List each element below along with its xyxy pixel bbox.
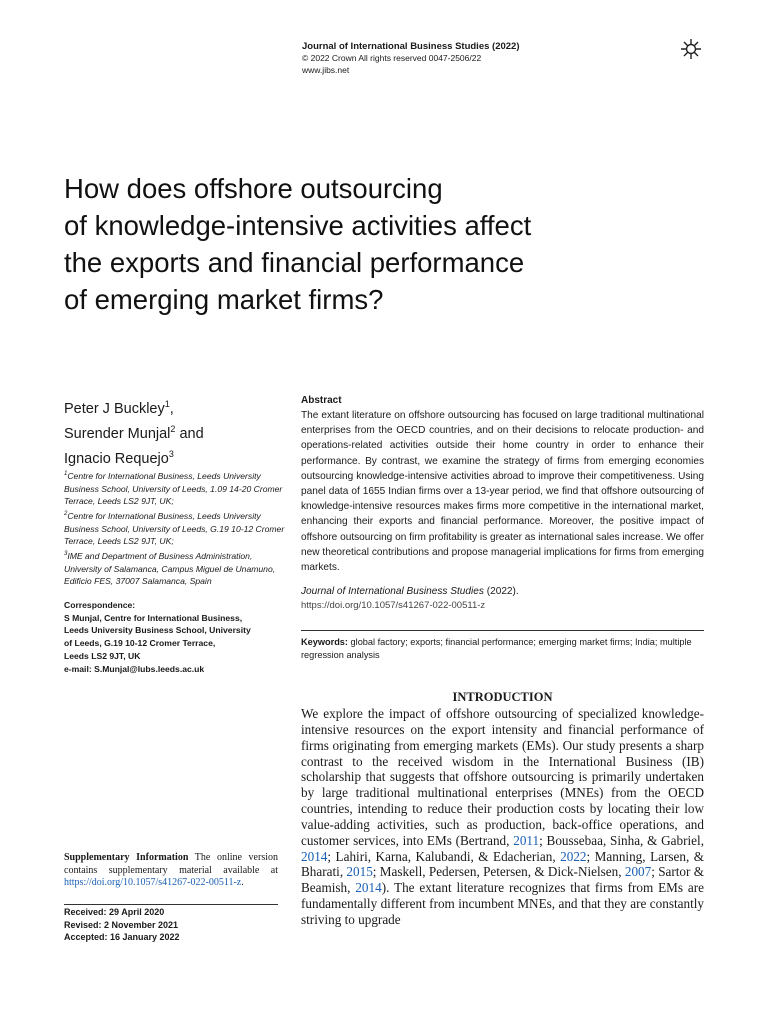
author-list (64, 394, 284, 468)
correspondence-heading: Correspondence: (64, 600, 136, 610)
journal-name: Journal of International Business Studies (2022) (302, 41, 520, 52)
correspondence-email[interactable]: e-mail: S.Munjal@lubs.leeds.ac.uk (64, 663, 205, 674)
title-line: How does offshore outsourcing (64, 173, 443, 204)
abstract-heading: Abstract (301, 395, 342, 406)
correspondence-line: Leeds LS2 9JT, UK (64, 650, 141, 661)
affiliation: $^1$Centre for International Business, Leeds University Business School, University of Leeds, 1.09 14-20 Cromer Terrace, Leeds LS2 9JT, UK; (64, 470, 283, 507)
doi-link[interactable]: https://doi.org/10.1057/s41267-022-00511-z (301, 600, 486, 611)
title-line: the exports and financial performance (64, 247, 525, 278)
citation-link[interactable]: 2007 (624, 864, 652, 880)
author: Ignacio Requejo$^3$ (64, 448, 174, 467)
correspondence-line: Leeds University Business School, University (64, 625, 251, 636)
title-line: of knowledge-intensive activities affect (64, 210, 532, 241)
citation-link[interactable]: 2015 (346, 864, 373, 880)
introduction-text: We explore the impact of offshore outsourcing of specialized knowledge-intensive resources on the export intensity and financial performance of firms originating from emerging markets (EMs). Our study presents a sharp contrast to the received wisdom in the International Business (IB) scholarship that suggests that offshore outsourcing is primarily undertaken by large traditional multinational enterprises (MNEs) from the OECD countries, intending to reduce their production costs by locating their low value-adding activities, such as production, back-office operations, and customer services, into EMs (Bertrand, 2011; Boussebaa, Sinha, & Gabriel, 2014; Lahiri, Karna, Kalubandi, & Edacherian, 2022; Manning, Larsen, & Bharati, 2015; Maskell, Pedersen, Petersen, & Dick-Nielsen, 2007; Sartor & Beamish, 2014). The extant literature recognizes that firms from EMs are fundamentally different from incumbent MNEs, and that they are constantly striving to upgrade (301, 706, 704, 927)
correspondence-line: of Leeds, G.19 10-12 Cromer Terrace, (64, 638, 216, 649)
author: Peter J Buckley$^1$, (64, 399, 174, 417)
article-dates (64, 906, 278, 944)
affiliations (64, 468, 286, 588)
citation: Journal of International Business Studies (2022). (301, 586, 519, 597)
revised-date: Revised: 2 November 2021 (64, 919, 179, 930)
journal-copyright: © 2022 Crown All rights reserved 0047-2506/22 (302, 53, 482, 63)
journal-url[interactable]: www.jibs.net (302, 65, 350, 75)
citation-link[interactable]: 2014 (301, 848, 328, 864)
correspondence-line: S Munjal, Centre for International Business, (64, 612, 243, 623)
abstract-text: The extant literature on offshore outsourcing has focused on large traditional multinational enterprises from the OECD countries, and on their decisions to relocate production- and operations-related activities outside their home country in order to enhance their performance. By contrast, we examine the strategy of firms from emerging economies outsourcing knowledge-intensive activities abroad to improve their competitiveness. Using panel data of 1655 Indian firms over a 13-year period, we find that offshore outsourcing of knowledge-intensive resources makes firms more competitive in the international market, enhancing their exports and financial performance. Moreover, the positive impact of offshore outsourcing on firm profitability is greater as international sales increase. We offer new theoretical contributions and propose managerial implications for firms from emerging markets. (301, 410, 704, 574)
article-title (64, 170, 684, 318)
title-line: of emerging market firms? (64, 284, 384, 315)
citation-link[interactable]: 2011 (513, 832, 540, 848)
supplementary-info: Supplementary Information The online version contains supplementary material available at https://doi.org/10.1057/s41267-022-00511-z. (64, 852, 278, 888)
keywords: Keywords: global factory; exports; financial performance; emerging market firms; India; multiple regression analysis (301, 637, 692, 660)
affiliation: $^2$Centre for International Business, Leeds University Business School, University of Leeds, G.19 10-12 Cromer Terrace, Leeds LS2 9JT, UK; (64, 510, 285, 547)
accepted-date: Accepted: 16 January 2022 (64, 932, 180, 942)
dates-divider (64, 904, 278, 905)
author: Surender Munjal$^2$ and (64, 423, 204, 442)
affiliation: $^3$IME and Department of Business Administration, University of Salamanca, Campus Miguel de Unamuno, Edificio FES, 37007 Salamanca, Spain (64, 550, 276, 587)
correspondence (64, 599, 290, 675)
keywords-divider (301, 630, 704, 631)
citation-link[interactable]: 2022 (560, 848, 587, 864)
supplementary-link[interactable]: https://doi.org/10.1057/s41267-022-00511-z (64, 877, 242, 888)
received-date: Received: 29 April 2020 (64, 907, 165, 917)
introduction-heading: INTRODUCTION (452, 690, 553, 704)
publisher-logo-icon (680, 38, 702, 60)
citation-link[interactable]: 2014 (355, 880, 382, 896)
